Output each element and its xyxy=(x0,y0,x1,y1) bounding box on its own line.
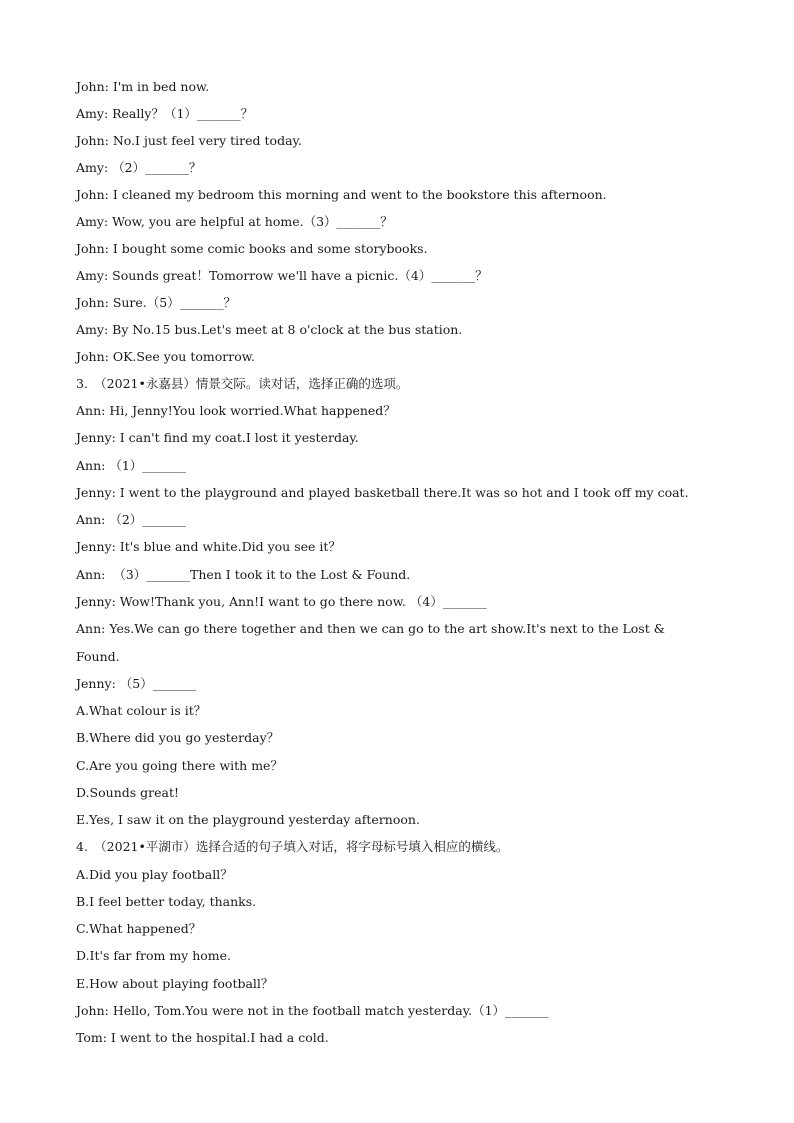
dialogue-line: Jenny: I can't find my coat.I lost it yesterday. xyxy=(76,430,359,445)
dialogue-line: Ann: （2）_______ xyxy=(76,512,187,527)
dialogue-line: Ann: （1）_______ xyxy=(76,458,187,473)
dialogue-line: Jenny: Wow!Thank you, Ann!I want to go there now. （4）_______ xyxy=(76,594,487,609)
dialogue-line: Amy: Sounds great！Tomorrow we'll have a picnic.（4）_______？ xyxy=(76,268,488,283)
dialogue-line: Ann: Yes.We can go there together and then we can go to the art show.It's next to the Lost & xyxy=(76,621,665,636)
option-item: D.It's far from my home. xyxy=(76,948,232,963)
dialogue-line: Amy: Wow, you are helpful at home.（3）_______？ xyxy=(76,214,393,229)
option-item: E.Yes, I saw it on the playground yesterday afternoon. xyxy=(76,812,420,827)
option-item: A.Did you play football？ xyxy=(76,867,233,882)
question-heading: 4. （2021•平湖市）选择合适的句子填入对话，将字母标号填入相应的横线。 xyxy=(76,839,509,854)
dialogue-line: Jenny: It's blue and white.Did you see it？ xyxy=(76,539,341,554)
dialogue-line: John: I'm in bed now. xyxy=(76,79,210,94)
question-heading: 3. （2021•永嘉县）情景交际。读对话，选择正确的选项。 xyxy=(76,376,409,391)
dialogue-line: Amy: （2）_______？ xyxy=(76,160,202,175)
dialogue-line: John: I bought some comic books and some storybooks. xyxy=(76,241,428,256)
dialogue-line: Jenny: （5）_______ xyxy=(76,676,197,691)
dialogue-line: Tom: I went to the hospital.I had a cold. xyxy=(76,1030,329,1045)
dialogue-line: John: OK.See you tomorrow. xyxy=(76,349,255,364)
option-item: C.What happened？ xyxy=(76,921,202,936)
option-item: D.Sounds great! xyxy=(76,785,180,800)
dialogue-line: John: Hello, Tom.You were not in the football match yesterday.（1）_______ xyxy=(76,1003,549,1018)
dialogue-line: John: No.I just feel very tired today. xyxy=(76,133,302,148)
dialogue-line: Ann: Hi, Jenny!You look worried.What happened？ xyxy=(76,403,396,418)
option-item: A.What colour is it？ xyxy=(76,703,207,718)
dialogue-line: Jenny: I went to the playground and played basketball there.It was so hot and I took off my coat. xyxy=(76,485,689,500)
dialogue-line: Ann: （3）_______Then I took it to the Lost & Found. xyxy=(76,567,411,582)
option-item: C.Are you going there with me？ xyxy=(76,758,283,773)
option-item: B.Where did you go yesterday？ xyxy=(76,730,280,745)
dialogue-line: John: I cleaned my bedroom this morning and went to the bookstore this afternoon. xyxy=(76,187,607,202)
dialogue-line: Amy: Really？（1）_______？ xyxy=(76,106,254,121)
dialogue-line: John: Sure.（5）_______？ xyxy=(76,295,236,310)
option-item: E.How about playing football？ xyxy=(76,976,274,991)
dialogue-line: Found. xyxy=(76,649,120,664)
option-item: B.I feel better today, thanks. xyxy=(76,894,257,909)
dialogue-line: Amy: By No.15 bus.Let's meet at 8 o'clock at the bus station. xyxy=(76,322,463,337)
